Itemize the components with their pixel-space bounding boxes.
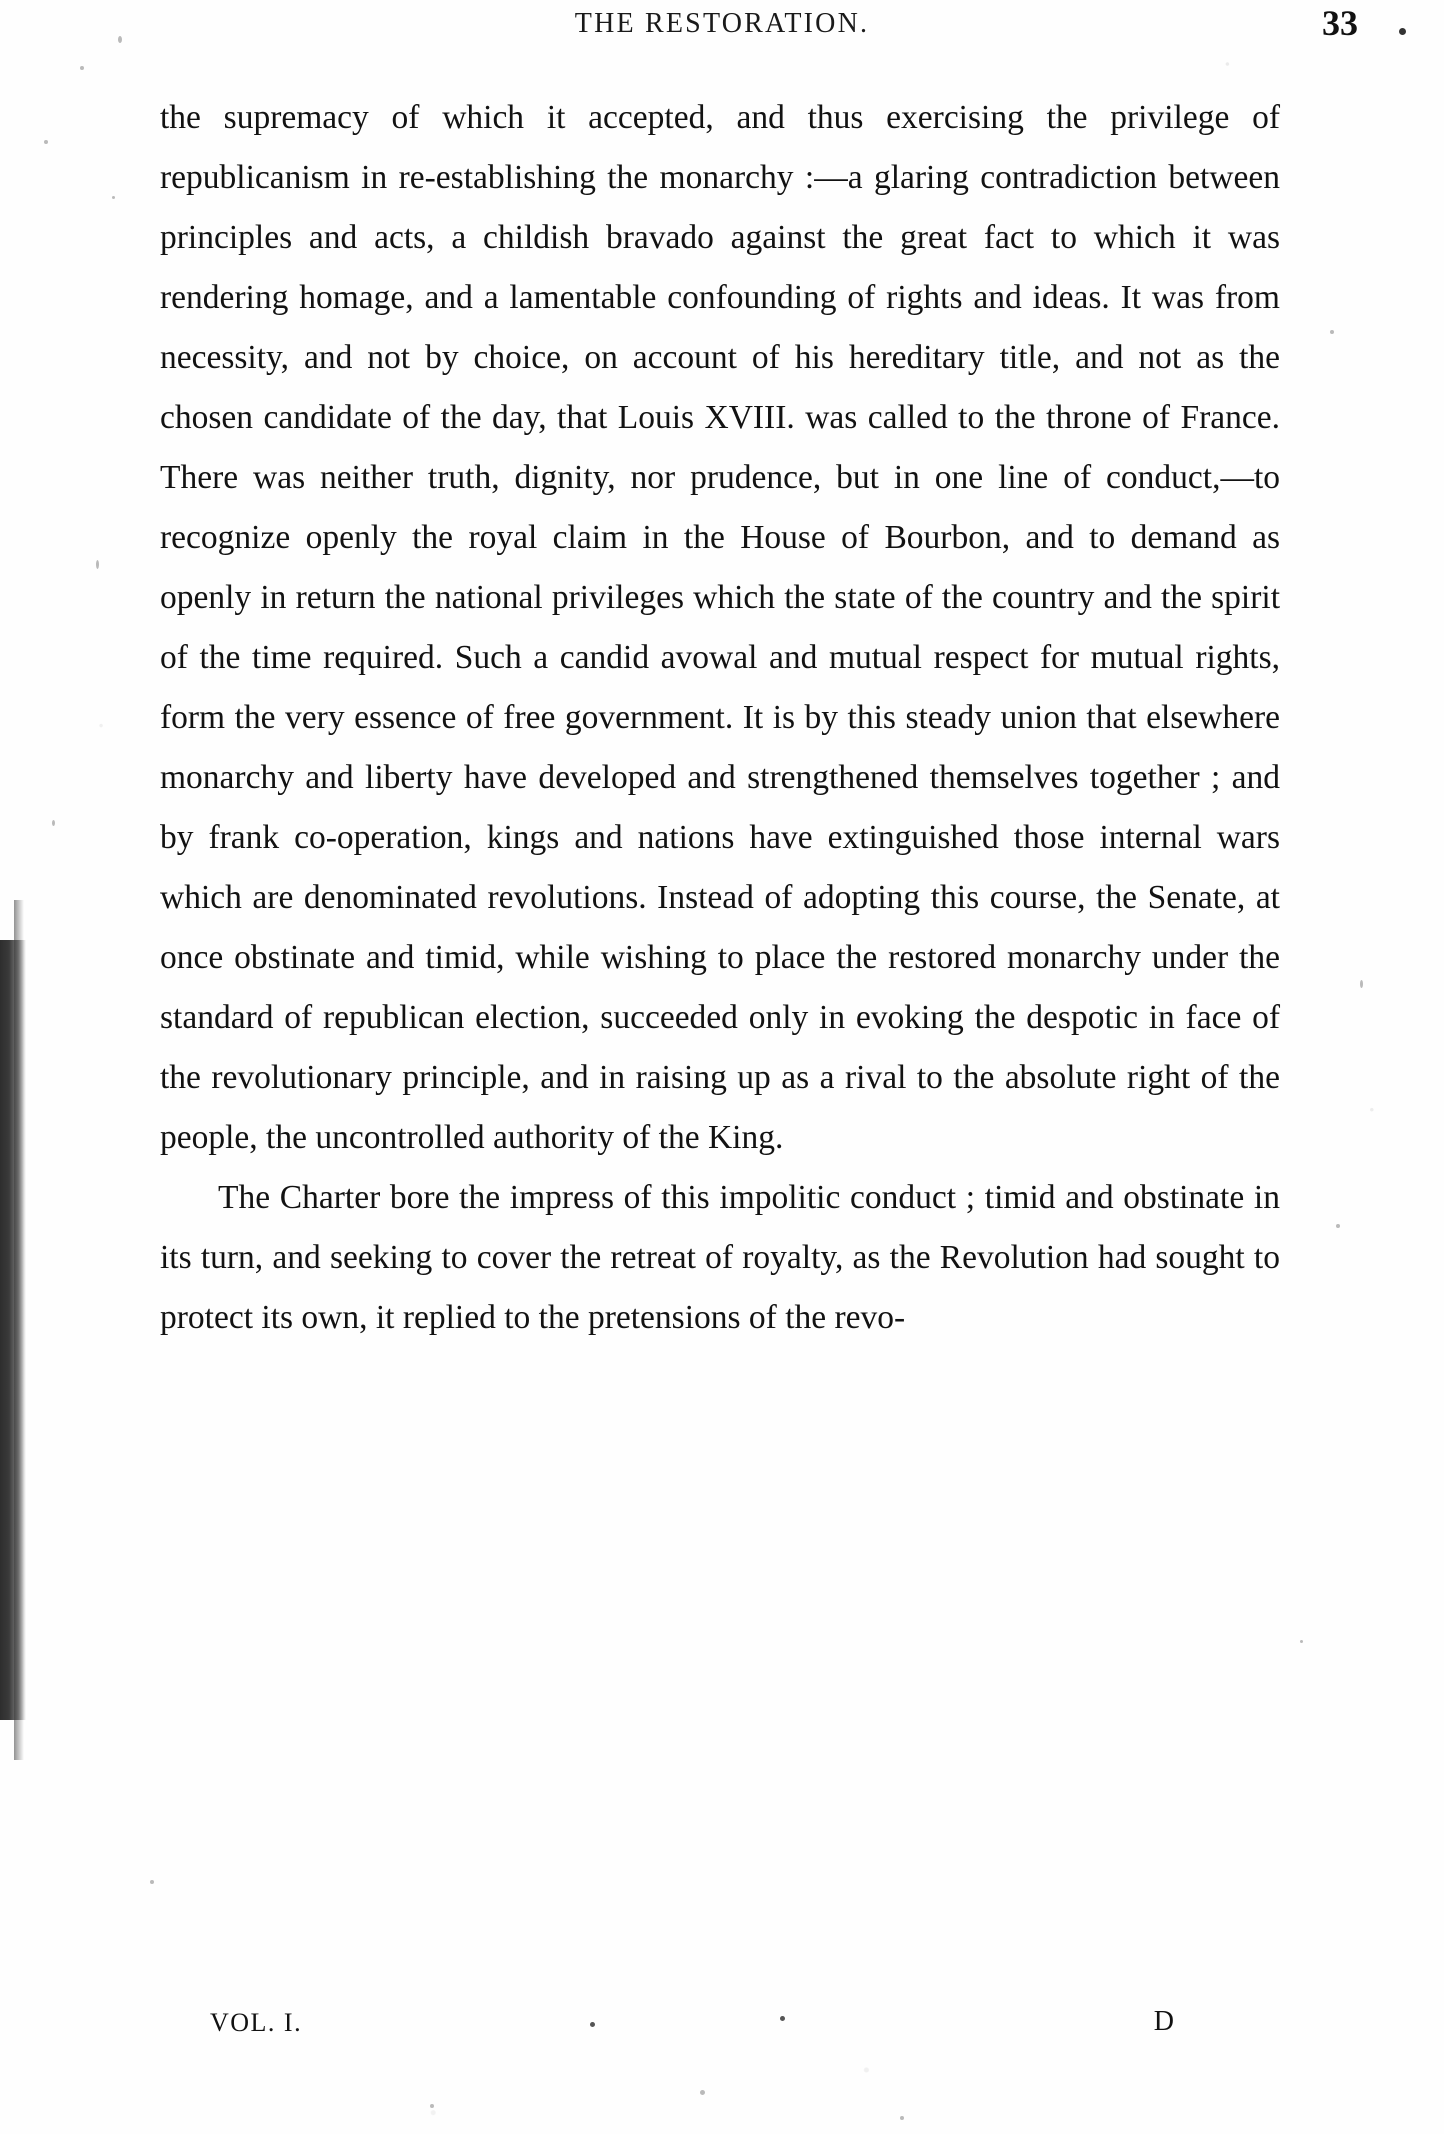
speck-icon [590,2022,595,2027]
page-number: 33 [1322,3,1358,43]
footer-volume: VOL. I. [210,2008,303,2037]
speck-icon [780,2016,785,2021]
footer-signature: D [1153,2006,1174,2037]
paragraph-continued: the supremacy of which it accepted, and thus exercising the privilege of republicanism in re-establishing the monarchy :—a glaring contradiction between principles and acts, a childish bravado against the great fact to which it was rendering homage, and a lamentable confounding of rights and ideas. It was from necessity, and not by choice, on account of his hereditary title, and not as the chosen candidate of the day, that Louis XVIII. was called to the throne of France. There was neither truth, dignity, nor prudence, but in one line of conduct,—to recognize openly the royal claim in the House of Bourbon, and to demand as openly in return the national privileges which the state of the country and the spirit of the time required. Such a candid avowal and mutual respect for mutual rights, form the very essence of free government. It is by this steady union that elsewhere monarchy and liberty have developed and strengthened themselves together ; and by frank co-operation, kings and nations have extinguished those internal wars which are denominated revolutions. Instead of adopting this course, the Senate, at once obstinate and timid, while wishing to place the restored monarchy under the standard of republican election, succeeded only in evoking the despotic in face of the revolutionary principle, and in raising up as a rival to the absolute right of the people, the uncontrolled authority of the King. [160,99,1280,1156]
page-header [0,0,1444,80]
body-text [160,88,1280,1348]
page-footer [160,2008,1294,2048]
scan-edge-artifact [0,940,26,1720]
speck-icon [1399,28,1406,35]
running-head: THE RESTORATION. [574,8,870,39]
paragraph-charter: The Charter bore the impress of this impolitic conduct ; timid and obstinate in its turn, and seeking to cover the retreat of royalty, as the Revolution had sought to protect its own, it replied to the pretensions of the revo- [160,1179,1280,1336]
